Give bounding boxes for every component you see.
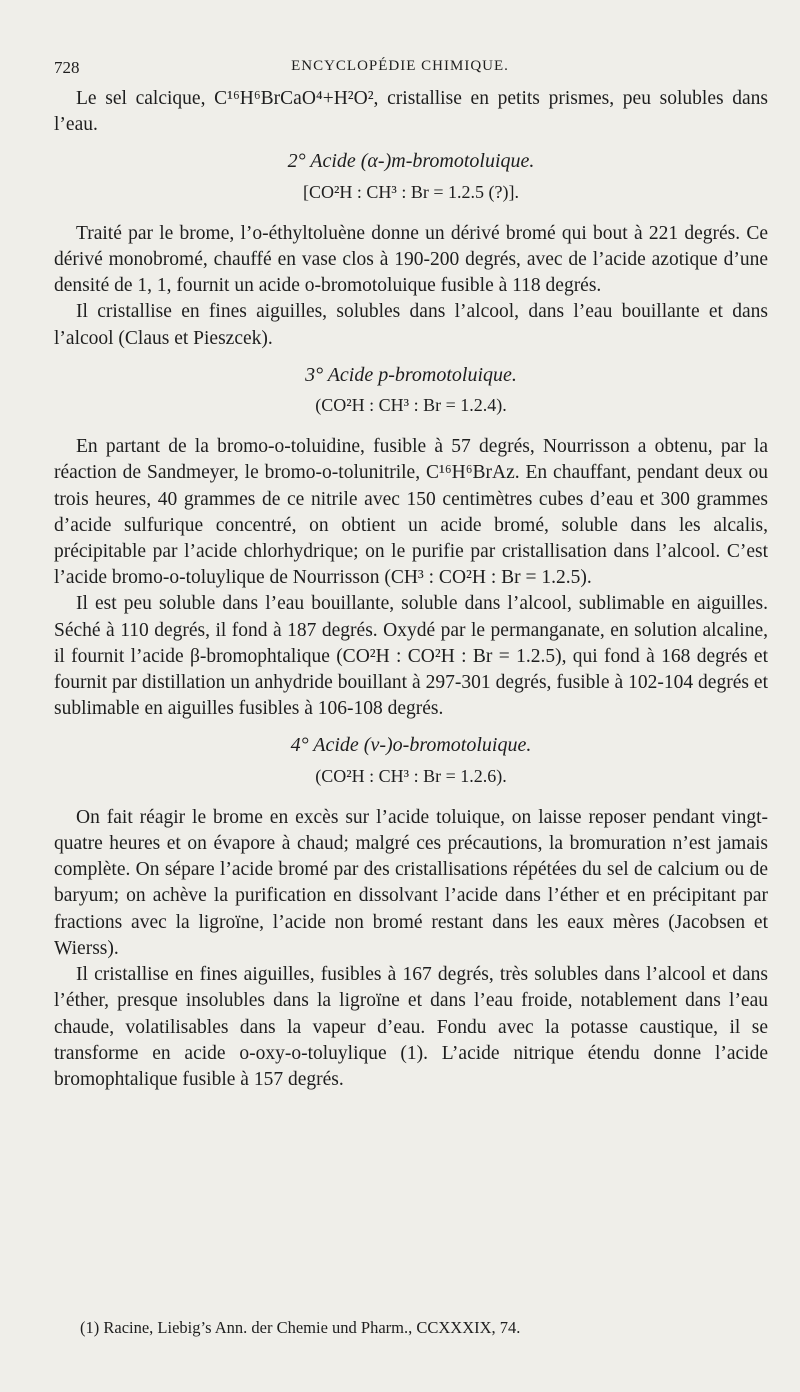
paragraph-6: On fait réagir le brome en excès sur l’acide toluique, on laisse reposer pendant vingt-quatre heures et on évapore à chaud; malgré ces précautions, la bromuration n’est jamais complète. On sépare l’acide bromé par des cristallisations répétées du sel de calcium ou de baryum; on achève la purification en dissolvant l’acide dans l’éther et en précipitant par fractions avec la ligroïne, l’acide non bromé restant dans les eaux mères (Jacobsen et Wierss). <box>54 806 768 959</box>
formula-2: [CO²H : CH³ : Br = 1.2.5 (?)]. <box>303 181 519 202</box>
footnote: (1) Racine, Liebig’s Ann. der Chemie und Pharm., CCXXXIX, 74. <box>80 1318 521 1337</box>
formula-4: (CO²H : CH³ : Br = 1.2.6). <box>315 765 507 786</box>
paragraph-7: Il cristallise en fines aiguilles, fusibles à 167 degrés, très solubles dans l’alcool et dans l’éther, presque insolubles dans la ligroïne et dans l’eau froide, notablement dans l’eau chaude, volatilisables dans la vapeur d’eau. Fondu avec la potasse caustique, il se transforme en acide o-oxy-o-toluylique (1). L’acide nitrique étendu donne l’acide bromophtalique fusible à 157 degrés. <box>54 964 768 1090</box>
running-title: ENCYCLOPÉDIE CHIMIQUE. <box>291 58 509 74</box>
paragraph-4: En partant de la bromo-o-toluidine, fusible à 57 degrés, Nourrisson a obtenu, par la réaction de Sandmeyer, le bromo-o-tolunitrile, C¹⁶H⁶BrAz. En chauffant, pendant deux ou trois heures, 40 grammes de ce nitrile avec 150 centimètres cubes d’eau et 300 grammes d’acide sulfurique concentré, on obtient un acide bromé, soluble dans les alcalis, précipitable par l’acide chlorhydrique; on le purifie par cristallisation dans l’alcool. C’est l’acide bromo-o-toluylique de Nourrisson (CH³ : CO²H : Br = 1.2.5). <box>54 436 768 589</box>
page-number: 728 <box>54 58 80 77</box>
paragraph-1: Le sel calcique, C¹⁶H⁶BrCaO⁴+H²O², cristallise en petits prismes, peu solubles dans l’eau. <box>54 88 768 136</box>
section-heading-2: 2° Acide (α-)m-bromotoluique. <box>287 150 535 173</box>
paragraph-3: Il cristallise en fines aiguilles, solubles dans l’alcool, dans l’eau bouillante et dans l’alcool (Claus et Pieszcek). <box>54 301 768 349</box>
formula-3: (CO²H : CH³ : Br = 1.2.4). <box>315 395 507 416</box>
page-header <box>54 58 746 82</box>
section-heading-4: 4° Acide (ν-)o-bromotoluique. <box>290 734 532 757</box>
paragraph-2: Traité par le brome, l’o-éthyltoluène donne un dérivé bromé qui bout à 221 degrés. Ce dérivé monobromé, chauffé en vase clos à 190-200 degrés, avec de l’acide azotique d’une densité de 1, 1, fournit un acide o-bromotoluique fusible à 118 degrés. <box>54 222 768 297</box>
page-body <box>54 86 768 1093</box>
section-heading-3: 3° Acide p-bromotoluique. <box>305 363 517 386</box>
paragraph-5: Il est peu soluble dans l’eau bouillante, soluble dans l’alcool, sublimable en aiguilles. Séché à 110 degrés, il fond à 187 degrés. Oxydé par le permanganate, en solution alcaline, il fournit l’acide β-bromophtalique (CO²H : CO²H : Br = 1.2.5), qui fond à 168 degrés et fournit par distillation un anhydride bouillant à 297-301 degrés, fusible à 102-104 degrés et sublimable en aiguilles fusibles à 106-108 degrés. <box>54 593 768 720</box>
